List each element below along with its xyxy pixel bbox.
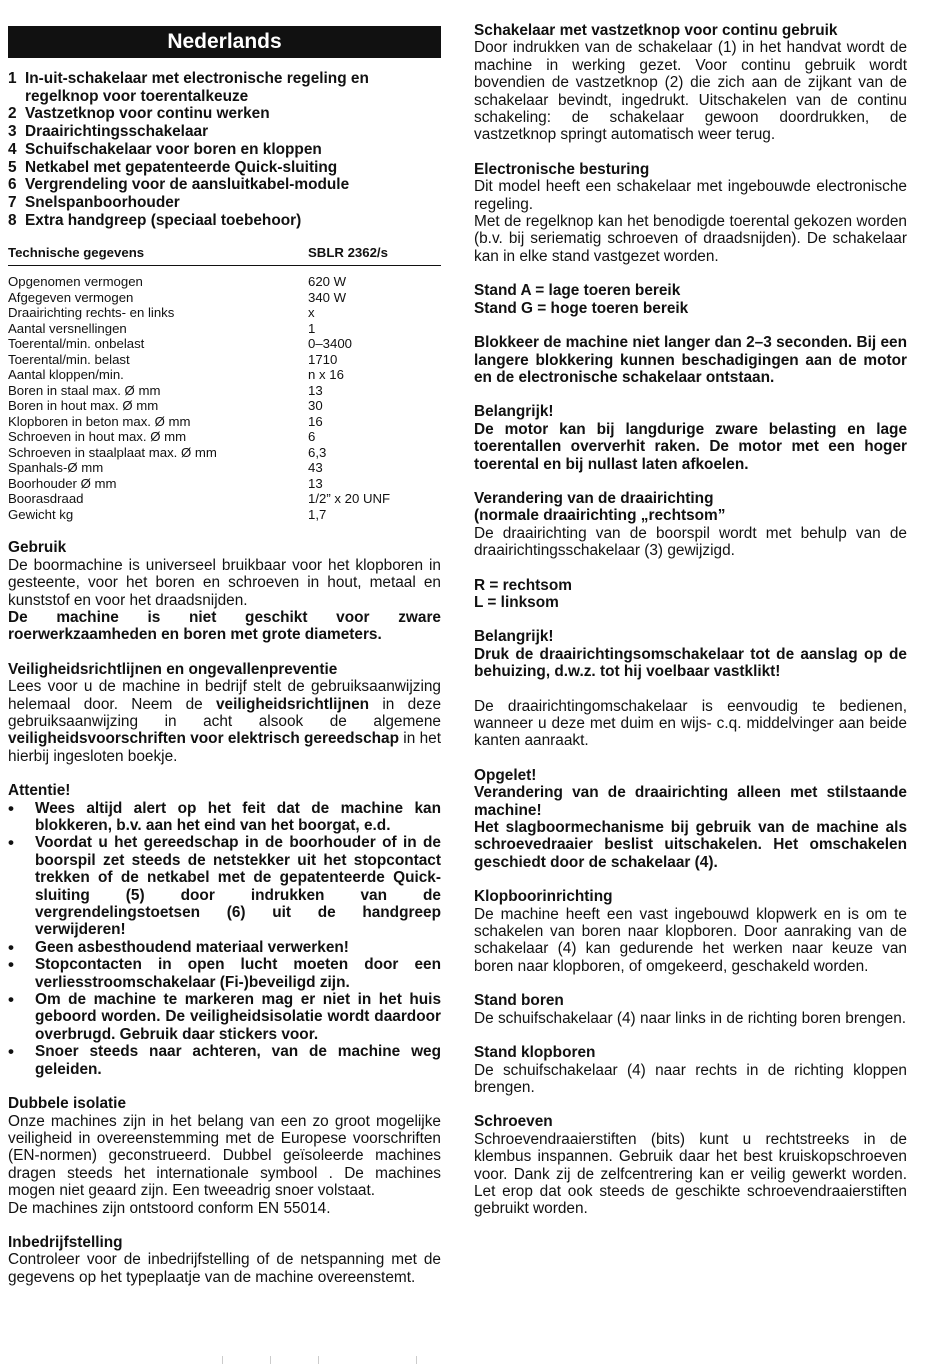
spec-label: Schroeven in staalplaat max. Ø mm bbox=[8, 444, 217, 460]
part-item bbox=[8, 123, 441, 141]
attentie-item: • Snoer steeds naar achteren, van de machine weg geleiden. bbox=[8, 1043, 441, 1078]
spec-row bbox=[8, 305, 441, 321]
stand-g: Stand G = hoge toeren bereik bbox=[474, 299, 689, 317]
section-heading: Attentie! bbox=[8, 782, 71, 800]
section-heading: Verandering van de draairichting bbox=[474, 489, 714, 507]
spec-row bbox=[8, 507, 441, 523]
section-heading: Schakelaar met vastzetknop voor continu gebruik bbox=[474, 22, 838, 39]
specs-header-label: Technische gegevens bbox=[8, 245, 145, 261]
part-item bbox=[8, 141, 441, 159]
section-belangrijk-2 bbox=[474, 628, 907, 680]
section-verandering bbox=[474, 490, 907, 560]
specs-rows bbox=[8, 274, 441, 522]
section-text: Dit model heeft een schakelaar met ingebouwde electronische regeling. bbox=[474, 178, 907, 213]
attentie-item: • Voordat u het gereedschap in de boorhouder of in de boorspil zet steeds de netstekker uit het stopcontact trekken of de netkabel met de gepatenteerde Quick-sluiting (5) door indrukken van de vergrendelingstoetsen (6) uit de handgreep verwijderen! bbox=[8, 834, 441, 938]
part-label: In-uit-schakelaar met electronische regeling en regelknop voor toerentalkeuze bbox=[25, 70, 369, 105]
spec-value: 6 bbox=[308, 429, 316, 445]
spec-label: Gewicht kg bbox=[8, 506, 74, 522]
spec-value: 1710 bbox=[308, 351, 338, 367]
part-number: 6 bbox=[8, 176, 17, 194]
spec-label: Schroeven in hout max. Ø mm bbox=[8, 429, 187, 445]
part-number: 4 bbox=[8, 140, 17, 158]
spec-label: Boorhouder Ø mm bbox=[8, 475, 117, 491]
section-rl bbox=[474, 577, 907, 612]
section-heading: Electronische besturing bbox=[474, 160, 650, 178]
spec-value: 6,3 bbox=[308, 444, 327, 460]
page-bottom-edge bbox=[0, 1356, 950, 1368]
section-dubbele-isolatie bbox=[8, 1095, 441, 1217]
spec-label: Boren in staal max. Ø mm bbox=[8, 382, 161, 398]
section-text: Schroevendraaierstiften (bits) kunt u rechtstreeks in de klembus inspannen. Gebruik daar het best kruiskopschroeven voor. Dank zij de zelfcentrering kan er veilig gewerkt worden. Let erop dat ook steeds de geschikte schroevendraaierstiften gebruikt worden. bbox=[474, 1130, 907, 1218]
part-label: Extra handgreep (speciaal toebehoor) bbox=[25, 211, 302, 229]
spec-row bbox=[8, 290, 441, 306]
stand-a: Stand A = lage toeren bereik bbox=[474, 282, 681, 300]
spec-value: 30 bbox=[308, 398, 323, 414]
spec-value: 16 bbox=[308, 413, 323, 429]
part-item bbox=[8, 105, 441, 123]
linksom-label: L = linksom bbox=[474, 593, 559, 611]
section-attentie bbox=[8, 782, 441, 1078]
spec-row bbox=[8, 476, 441, 492]
part-label: Netkabel met gepatenteerde Quick-sluiting bbox=[25, 158, 338, 176]
section-warning: Druk de draairichtingsomschakelaar tot de aanslag op de behuizing, d.w.z. tot hij voelbaar vastklikt! bbox=[474, 645, 907, 681]
section-gebruik bbox=[8, 539, 441, 643]
section-heading: Belangrijk! bbox=[474, 628, 554, 646]
section-opgelet bbox=[474, 767, 907, 871]
spec-label: Boorasdraad bbox=[8, 491, 84, 507]
spec-row bbox=[8, 383, 441, 399]
part-item bbox=[8, 194, 441, 212]
section-text: De draairichting van de boorspil wordt met behulp van de draairichtingsschakelaar (3) gewijzigd. bbox=[474, 524, 907, 560]
section-heading: Stand klopboren bbox=[474, 1044, 596, 1062]
spec-row bbox=[8, 460, 441, 476]
spec-value: 43 bbox=[308, 460, 323, 476]
part-item bbox=[8, 212, 441, 230]
section-heading: Gebruik bbox=[8, 539, 67, 557]
part-label: Vastzetknop voor continu werken bbox=[25, 105, 270, 123]
spec-value: 1,7 bbox=[308, 506, 327, 522]
language-title: Nederlands bbox=[167, 30, 282, 53]
section-stand-klopboren bbox=[474, 1044, 907, 1096]
part-label: Snelspanboorhouder bbox=[25, 193, 180, 211]
section-stand-boren bbox=[474, 992, 907, 1027]
rechtsom-label: R = rechtsom bbox=[474, 576, 572, 594]
specs-header-model: SBLR 2362/s bbox=[308, 245, 388, 261]
section-heading: Schroeven bbox=[474, 1113, 553, 1131]
spec-value: 340 W bbox=[308, 289, 347, 305]
section-belangrijk-1 bbox=[474, 403, 907, 473]
spec-label: Klopboren in beton max. Ø mm bbox=[8, 413, 191, 429]
part-number: 5 bbox=[8, 158, 17, 176]
attentie-list bbox=[8, 800, 441, 1079]
part-label: Draairichtingsschakelaar bbox=[25, 123, 209, 141]
attentie-item: • Om de machine te markeren mag er niet in het huis geboord worden. De veiligheidsisolatie wordt daardoor overbrugd. Gebruik daar stickers voor. bbox=[8, 991, 441, 1043]
spec-value: 1 bbox=[308, 320, 316, 336]
section-text: De schuifschakelaar (4) naar links in de richting boren brengen. bbox=[474, 1009, 907, 1027]
spec-row bbox=[8, 491, 441, 507]
section-warning: Blokkeer de machine niet langer dan 2–3 seconden. Bij een langere blokkering kunnen beschadigingen aan de motor en de electronische schakelaar ontstaan. bbox=[474, 334, 907, 386]
part-number: 1 bbox=[8, 70, 17, 87]
attentie-item: • Wees altijd alert op het feit dat de machine kan blokkeren, b.v. aan het eind van het boorgat, e.d. bbox=[8, 800, 441, 835]
spec-row bbox=[8, 398, 441, 414]
section-warning: Verandering van de draairichting alleen met stilstaande machine! bbox=[474, 784, 907, 819]
part-item bbox=[8, 70, 441, 105]
spec-label: Draairichting rechts- en links bbox=[8, 305, 175, 321]
spec-value: n x 16 bbox=[308, 367, 344, 383]
section-heading: Dubbele isolatie bbox=[8, 1095, 127, 1113]
section-warning: De motor kan bij langdurige zware belasting en lage toerentallen oververhit raken. De motor met een hoger toerental en bij nullast laten afkoelen. bbox=[474, 420, 907, 473]
part-item bbox=[8, 176, 441, 194]
specs-header bbox=[8, 245, 441, 266]
section-heading: Klopboorinrichting bbox=[474, 888, 613, 906]
spec-row bbox=[8, 367, 441, 383]
text-run: Lees voor u de machine in bedrijf stelt de gebruiksaanwijzing helemaal door. Neem de bbox=[8, 678, 441, 713]
spec-row bbox=[8, 321, 441, 337]
spec-value: 0–3400 bbox=[308, 336, 353, 352]
spec-value: 620 W bbox=[308, 274, 347, 290]
section-text: De machines zijn ontstoord conform EN 55014. bbox=[8, 1199, 331, 1217]
technical-specs bbox=[8, 245, 441, 522]
attentie-item: • Stopcontacten in open lucht moeten door een verliesstroomschakelaar (Fi-)beveiligd zijn. bbox=[8, 956, 441, 991]
spec-value: 13 bbox=[308, 382, 323, 398]
section-text: De boormachine is universeel bruikbaar voor het klopboren in gesteente, voor het boren en schroeven in hout, metaal en kunststof en voor het draadsnijden. bbox=[8, 556, 441, 609]
part-number: 3 bbox=[8, 123, 17, 141]
section-text: Met de regelknop kan het benodigde toerental gekozen worden (b.v. bij seriematig schroeven of draadsnijden). De schakelaar kan in elke stand vastgezet worden. bbox=[474, 213, 907, 265]
spec-label: Opgenomen vermogen bbox=[8, 274, 143, 290]
part-number: 8 bbox=[8, 211, 17, 229]
section-heading: Opgelet! bbox=[474, 766, 537, 784]
text-run: in deze gebruiksaanwijzing in acht alsook de algemene bbox=[8, 695, 442, 730]
section-text: De schuifschakelaar (4) naar rechts in de richting kloppen brengen. bbox=[474, 1061, 907, 1096]
left-column bbox=[8, 22, 441, 1286]
section-klopboorinrichting bbox=[474, 888, 907, 975]
right-column bbox=[474, 22, 907, 1218]
spec-label: Toerental/min. onbelast bbox=[8, 336, 145, 352]
section-text: Onze machines zijn in het belang van een zo groot mogelijke veiligheid in overeenstemming met de Europese voorschriften (EN-normen) geconstrueerd. Dubbel geïsoleerde machines dragen steeds het internationale symbool . De machines mogen niet geaard zijn. Een tweeadrig snoer volstaat. bbox=[8, 1112, 441, 1200]
section-text: De draairichtingomschakelaar is eenvoudig te bedienen, wanneer u deze met duim en wijs- c.q. middelvinger aan beide kanten aanraakt. bbox=[474, 697, 907, 750]
spec-row bbox=[8, 445, 441, 461]
spec-label: Boren in hout max. Ø mm bbox=[8, 398, 159, 414]
part-number: 7 bbox=[8, 193, 17, 211]
section-text: Controleer voor de inbedrijfstelling of de netspanning met de gegevens op het typeplaatje van de machine overeenstemt. bbox=[8, 1251, 441, 1286]
section-inbedrijfstelling bbox=[8, 1234, 441, 1286]
section-schakelaar bbox=[474, 22, 907, 144]
section-text: De machine heeft een vast ingebouwd klopwerk en is om te schakelen van boren naar klopboren. Door aanraking van de schakelaar (4) kan gedurende het werken naar keuze van boren naar klopboren, of omgekeerd, geschakeld worden. bbox=[474, 905, 907, 975]
section-text bbox=[8, 678, 441, 765]
section-heading: Inbedrijfstelling bbox=[8, 1233, 123, 1251]
spec-label: Toerental/min. belast bbox=[8, 351, 130, 367]
spec-value: x bbox=[308, 305, 315, 321]
part-label: Vergrendeling voor de aansluitkabel-module bbox=[25, 176, 350, 194]
section-heading: Belangrijk! bbox=[474, 403, 554, 421]
section-veiligheid bbox=[8, 661, 441, 765]
spec-value: 13 bbox=[308, 475, 323, 491]
spec-label: Aantal kloppen/min. bbox=[8, 367, 124, 383]
attentie-item: • Geen asbesthoudend materiaal verwerken! bbox=[8, 939, 441, 956]
spec-label: Afgegeven vermogen bbox=[8, 289, 134, 305]
spec-value: 1/2” x 20 UNF bbox=[308, 491, 391, 507]
parts-list bbox=[8, 70, 441, 229]
section-stand bbox=[474, 282, 907, 317]
spec-label: Spanhals-Ø mm bbox=[8, 460, 104, 476]
spec-row bbox=[8, 414, 441, 430]
part-label: Schuifschakelaar voor boren en kloppen bbox=[25, 140, 322, 158]
text-run-bold: veiligheidsrichtlijnen bbox=[216, 695, 370, 713]
spec-row bbox=[8, 336, 441, 352]
section-text: Door indrukken van de schakelaar (1) in het handvat wordt de machine in werking gezet. Voor continu gebruik wordt bovendien de vastzetknop (2) die zich aan de zijkant van de schakelaar bevindt, ingedrukt. Uitschakelen van de continu schakeling: de schakelaar gewoon doordrukken, de vastzetknop springt automatisch weer terug. bbox=[474, 39, 907, 144]
section-heading: Veiligheidsrichtlijnen en ongevallenpreventie bbox=[8, 660, 338, 678]
section-heading: Stand boren bbox=[474, 992, 564, 1010]
section-blokkeer bbox=[474, 334, 907, 386]
spec-row bbox=[8, 274, 441, 290]
section-omschakelaar bbox=[474, 698, 907, 750]
part-item bbox=[8, 159, 441, 177]
spec-row bbox=[8, 429, 441, 445]
text-run: in het hierbij ingesloten boekje. bbox=[8, 730, 441, 765]
spec-label: Aantal versnellingen bbox=[8, 320, 127, 336]
section-warning: Het slagboormechanisme bij gebruik van de machine als schroevedraaier beslist uitschakelen. Het omschakelen geschiedt door de schakelaar (4). bbox=[474, 819, 907, 871]
language-title-bar bbox=[8, 26, 441, 58]
section-warning: De machine is niet geschikt voor zware roerwerkzaamheden en boren met grote diameters. bbox=[8, 608, 441, 644]
section-subheading: (normale draairichting „rechtsom” bbox=[474, 507, 726, 525]
section-electronische-besturing bbox=[474, 161, 907, 265]
part-number: 2 bbox=[8, 105, 17, 123]
spec-row bbox=[8, 352, 441, 368]
section-schroeven bbox=[474, 1113, 907, 1217]
text-run-bold: veiligheidsvoorschriften voor elektrisch gereedschap bbox=[8, 730, 399, 748]
